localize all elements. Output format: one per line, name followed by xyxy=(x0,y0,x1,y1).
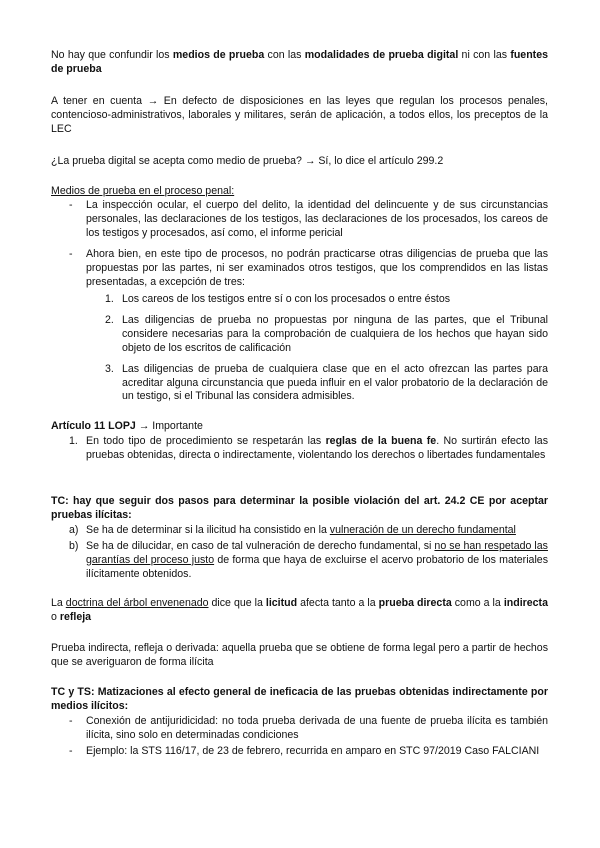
dash-marker: - xyxy=(69,744,73,757)
list-item: 1. En todo tipo de procedimiento se respetarán las reglas de la buena fe. No surtirán efecto las pruebas obtenidas, directa o indirectamente, violentando los derechos o libertades fundamentales xyxy=(69,435,548,461)
exceptions-list xyxy=(51,293,548,404)
list-item: - Ahora bien, en este tipo de procesos, no podrán practicarse otras diligencias de prueba que las propuestas por las partes, ni ser examinados otros testigos, que los comprendidos en las listas presentadas, a excepción de tres: xyxy=(69,247,548,288)
list-item: a) Se ha de determinar si la ilicitud ha consistido en la vulneración de un derecho fundamental xyxy=(69,524,516,536)
doctrina-paragraph: La doctrina del árbol envenenado dice que la licitud afecta tanto a la prueba directa como a la indirecta o refleja xyxy=(51,597,548,623)
dash-marker: - xyxy=(69,199,73,211)
term-modalidades-prueba-digital: modalidades de prueba digital xyxy=(304,49,459,61)
lec-note-paragraph: A tener en cuenta → En defecto de disposiciones en las leyes que regulan los procesos penales, contencioso-administrativos, laborales y militares, serán de aplicación, a todos ellos, los preceptos de la LEC xyxy=(51,95,548,135)
list-item: 1. Los careos de los testigos entre sí o con los procesados o entre éstos xyxy=(105,293,451,305)
list-item: - Conexión de antijuridicidad: no toda prueba derivada de una fuente de prueba ilícita es también ilícita, sino solo en determinadas condiciones xyxy=(69,715,548,741)
art11-list xyxy=(51,435,548,463)
ts-list xyxy=(51,715,548,759)
tc-steps-list xyxy=(51,524,548,582)
term-medios-de-prueba: medios de prueba xyxy=(172,49,265,61)
dash-marker: - xyxy=(69,247,73,260)
term-arbol-envenenado: doctrina del árbol envenenado xyxy=(65,597,209,609)
term-buena-fe: reglas de la buena fe xyxy=(325,435,437,447)
list-item: 2. Las diligencias de prueba no propuestas por ninguna de las partes, que el Tribunal considere necesarias para la comprobación de cualquiera de los hechos que hayan sido objeto de los escritos de calificación xyxy=(105,313,548,354)
digital-proof-question: ¿La prueba digital se acepta como medio de prueba? → Sí, lo dice el artículo 299.2 xyxy=(51,155,444,167)
list-item: b) Se ha de dilucidar, en caso de tal vulneración de derecho fundamental, si no se han respetado las garantías del proceso justo de forma que haya de excluirse el acervo probatorio de los materiales ilícitamente obtenidos. xyxy=(69,539,548,580)
medios-penal-list xyxy=(51,199,548,289)
ts-heading: TC y TS: Matizaciones al efecto general de ineficacia de las pruebas obtenidas indirectamente por medios ilícitos: xyxy=(51,686,548,712)
section-heading-medios-penal: Medios de prueba en el proceso penal: xyxy=(51,185,235,197)
tc-heading: TC: hay que seguir dos pasos para determinar la posible violación del art. 24.2 CE por aceptar pruebas ilícitas: xyxy=(51,495,548,521)
list-item: - Ejemplo: la STS 116/17, de 23 de febrero, recurrida en amparo en STC 97/2019 Caso FALCIANI xyxy=(69,744,540,757)
prueba-indirecta-paragraph: Prueba indirecta, refleja o derivada: aquella prueba que se obtiene de forma legal pero a partir de hechos que se averiguaron de forma ilícita xyxy=(51,642,548,668)
dash-marker: - xyxy=(69,715,73,727)
list-item: 3. Las diligencias de prueba de cualquiera clase que en el acto ofrezcan las partes para acreditar alguna circunstancia que pueda influir en el valor probatorio de la declaración de un testigo, si el Tribunal las considera admisibles. xyxy=(105,362,548,403)
term-fuentes-de-prueba: fuentes de prueba xyxy=(51,49,548,75)
intro-paragraph: No hay que confundir los medios de prueba con las modalidades de prueba digital ni con las fuentes de prueba xyxy=(51,49,548,75)
art11-heading: Artículo 11 LOPJ → Importante xyxy=(51,420,203,432)
list-item: - La inspección ocular, el cuerpo del delito, la identidad del delincuente y de sus circunstancias personales, las declaraciones de los testigos, las declaraciones de los procesados, los careos de los testigos y procesados, así como, el informe pericial xyxy=(69,199,548,239)
